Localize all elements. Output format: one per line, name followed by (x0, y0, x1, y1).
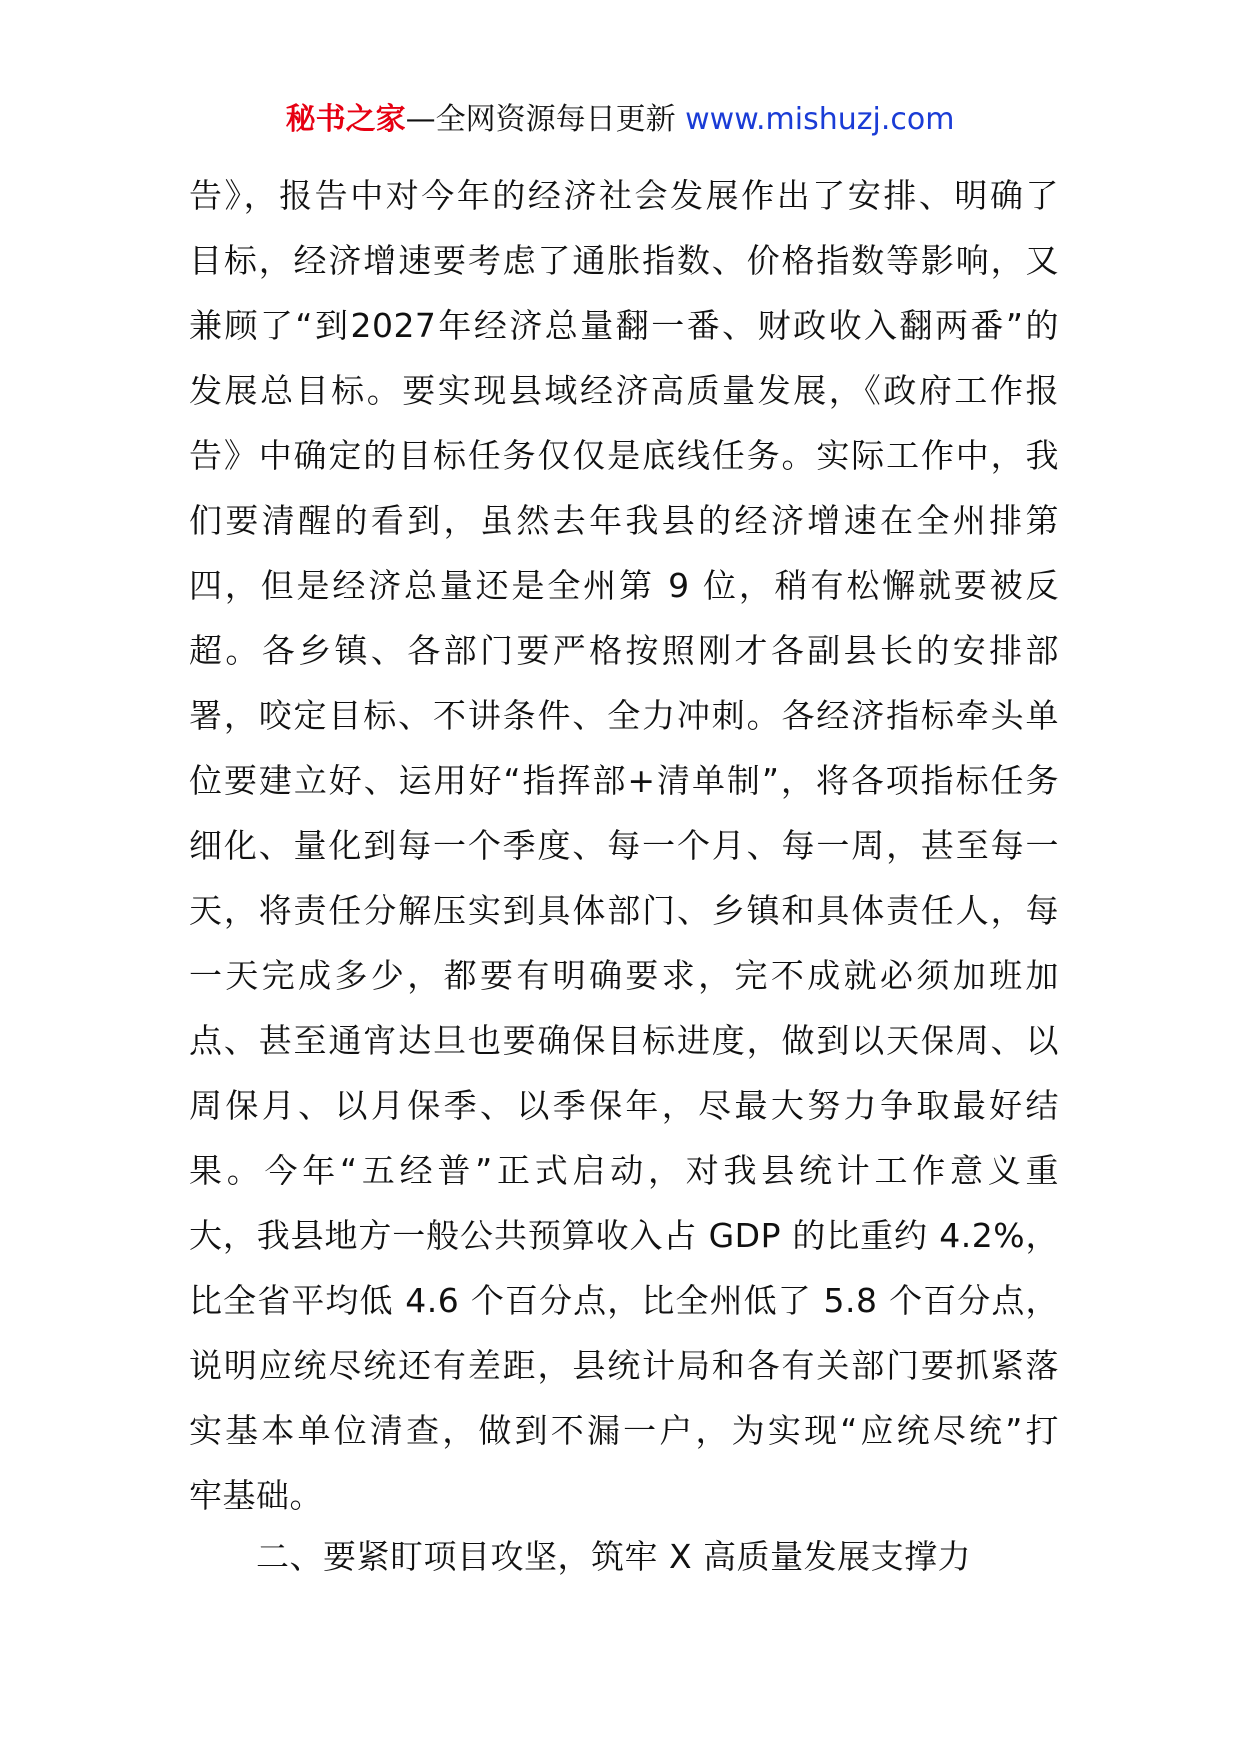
paragraph-line: 大，我县地方一般公共预算收入占 GDP 的比重约 4.2%， (189, 1216, 1059, 1255)
brand-name: 秘书之家 (285, 102, 406, 137)
body-paragraph (189, 163, 1059, 1528)
paragraph-line: 发展总目标。要实现县域经济高质量发展，《政府工作报 (189, 371, 1059, 410)
paragraph-line: 告》中确定的目标任务仅仅是底线任务。实际工作中，我 (189, 436, 1059, 475)
paragraph-line: 说明应统尽统还有差距，县统计局和各有关部门要抓紧落 (189, 1346, 1059, 1385)
paragraph-line: 一天完成多少，都要有明确要求，完不成就必须加班加 (189, 956, 1059, 995)
paragraph-line: 比全省平均低 4.6 个百分点，比全州低了 5.8 个百分点， (189, 1281, 1059, 1320)
paragraph-line: 目标，经济增速要考虑了通胀指数、价格指数等影响，又 (189, 241, 1059, 280)
paragraph-line: 超。各乡镇、各部门要严格按照刚才各副县长的安排部 (189, 631, 1059, 670)
paragraph-line: 点、甚至通宵达旦也要确保目标进度，做到以天保周、以 (189, 1021, 1059, 1060)
site-url-link[interactable]: www.mishuzj.com (685, 102, 955, 137)
paragraph-line: 实基本单位清查，做到不漏一户，为实现“应统尽统”打 (189, 1411, 1059, 1450)
paragraph-line: 周保月、以月保季、以季保年，尽最大努力争取最好结 (189, 1086, 1059, 1125)
header-tagline: —全网资源每日更新 (405, 102, 676, 137)
paragraph-line: 果。今年“五经普”正式启动，对我县统计工作意义重 (189, 1151, 1059, 1190)
paragraph-line: 们要清醒的看到，虽然去年我县的经济增速在全州排第 (189, 501, 1059, 540)
paragraph-line: 牢基础。 (189, 1476, 323, 1515)
paragraph-line: 署，咬定目标、不讲条件、全力冲刺。各经济指标牵头单 (189, 696, 1059, 735)
page-header (0, 100, 1240, 140)
paragraph-line: 四，但是经济总量还是全州第 9 位，稍有松懈就要被反 (189, 566, 1059, 605)
paragraph-line: 天，将责任分解压实到具体部门、乡镇和具体责任人，每 (189, 891, 1059, 930)
paragraph-line: 细化、量化到每一个季度、每一个月、每一周，甚至每一 (189, 826, 1059, 865)
paragraph-line: 位要建立好、运用好“指挥部+清单制”，将各项指标任务 (189, 761, 1059, 800)
section-heading: 二、要紧盯项目攻坚，筑牢 X 高质量发展支撑力 (256, 1537, 972, 1576)
paragraph-line: 告》，报告中对今年的经济社会发展作出了安排、明确了 (189, 176, 1059, 215)
paragraph-line: 兼顾了“到2027年经济总量翻一番、财政收入翻两番”的 (189, 306, 1059, 345)
